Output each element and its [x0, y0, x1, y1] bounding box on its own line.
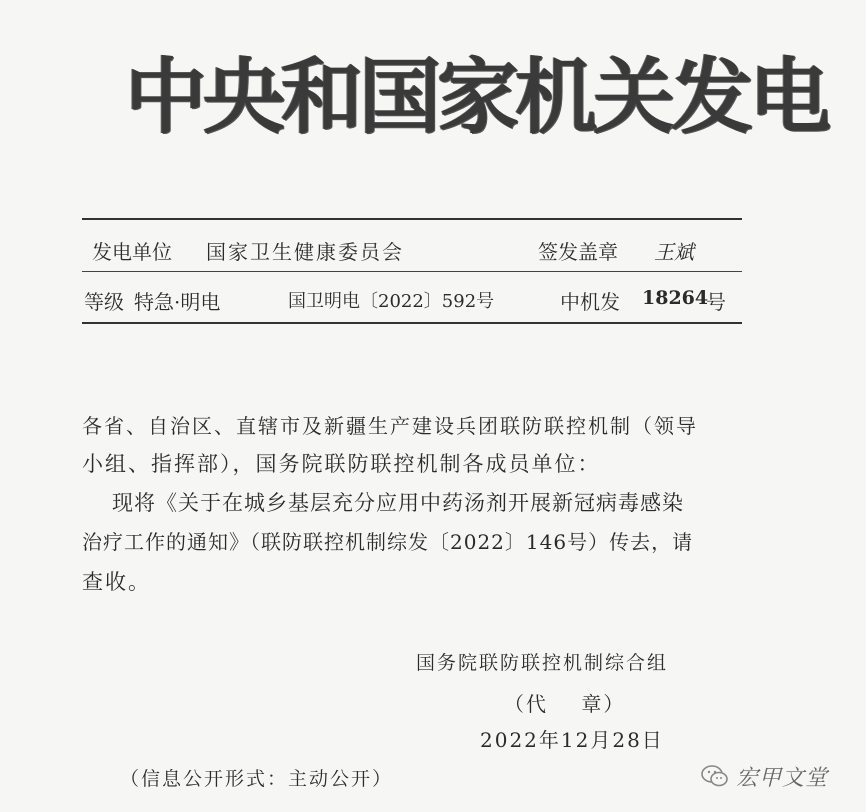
level-value: 特急·明电: [134, 290, 221, 314]
sender-label: 发电单位: [92, 240, 172, 264]
title-char: 发: [671, 50, 750, 145]
body-line-3: 现将《关于在城乡基层充分应用中药汤剂开展新冠病毒感染: [112, 491, 684, 515]
signer-value: 王斌: [654, 240, 694, 264]
title-char: 家: [437, 50, 516, 145]
central-suffix: 号: [706, 290, 726, 314]
title-char: 中: [125, 50, 204, 145]
wechat-icon: [700, 764, 730, 788]
account-watermark: [700, 758, 850, 794]
meta-divider-2: [82, 322, 742, 324]
title-char: 央: [203, 50, 282, 145]
level-label: 等级: [84, 290, 124, 314]
body-line-1: 各省、自治区、直辖市及新疆生产建设兵团联防联控机制（领导: [82, 414, 698, 438]
title-char: 电: [749, 50, 828, 145]
document-title: [125, 38, 828, 158]
signing-organization: 国务院联防联控机制综合组: [416, 652, 669, 674]
watermark-text: 宏甲文堂: [736, 765, 829, 791]
title-char: 国: [359, 50, 438, 145]
seal-note: （代 章）: [504, 692, 626, 716]
sender-value: 国家卫生健康委员会: [206, 240, 404, 264]
signer-label: 签发盖章: [538, 240, 618, 264]
body-line-2: 小组、指挥部），国务院联防联控机制各成员单位：: [82, 452, 601, 476]
central-label: 中机发: [560, 290, 620, 314]
meta-divider-1: [82, 271, 742, 272]
body-line-5: 查收。: [82, 570, 151, 594]
title-divider: [82, 218, 742, 220]
title-char: 机: [515, 50, 594, 145]
disclosure-note: （信息公开形式：主动公开）: [120, 768, 394, 790]
doc-number: 国卫明电〔2022〕592号: [288, 291, 495, 312]
issue-date: 2022年12月28日: [480, 728, 664, 752]
central-number: 18264: [642, 287, 709, 309]
title-char: 关: [593, 50, 672, 145]
title-char: 和: [281, 50, 360, 145]
body-line-4: 治疗工作的通知》（联防联控机制综发〔2022〕146号）传去，请: [82, 530, 694, 554]
